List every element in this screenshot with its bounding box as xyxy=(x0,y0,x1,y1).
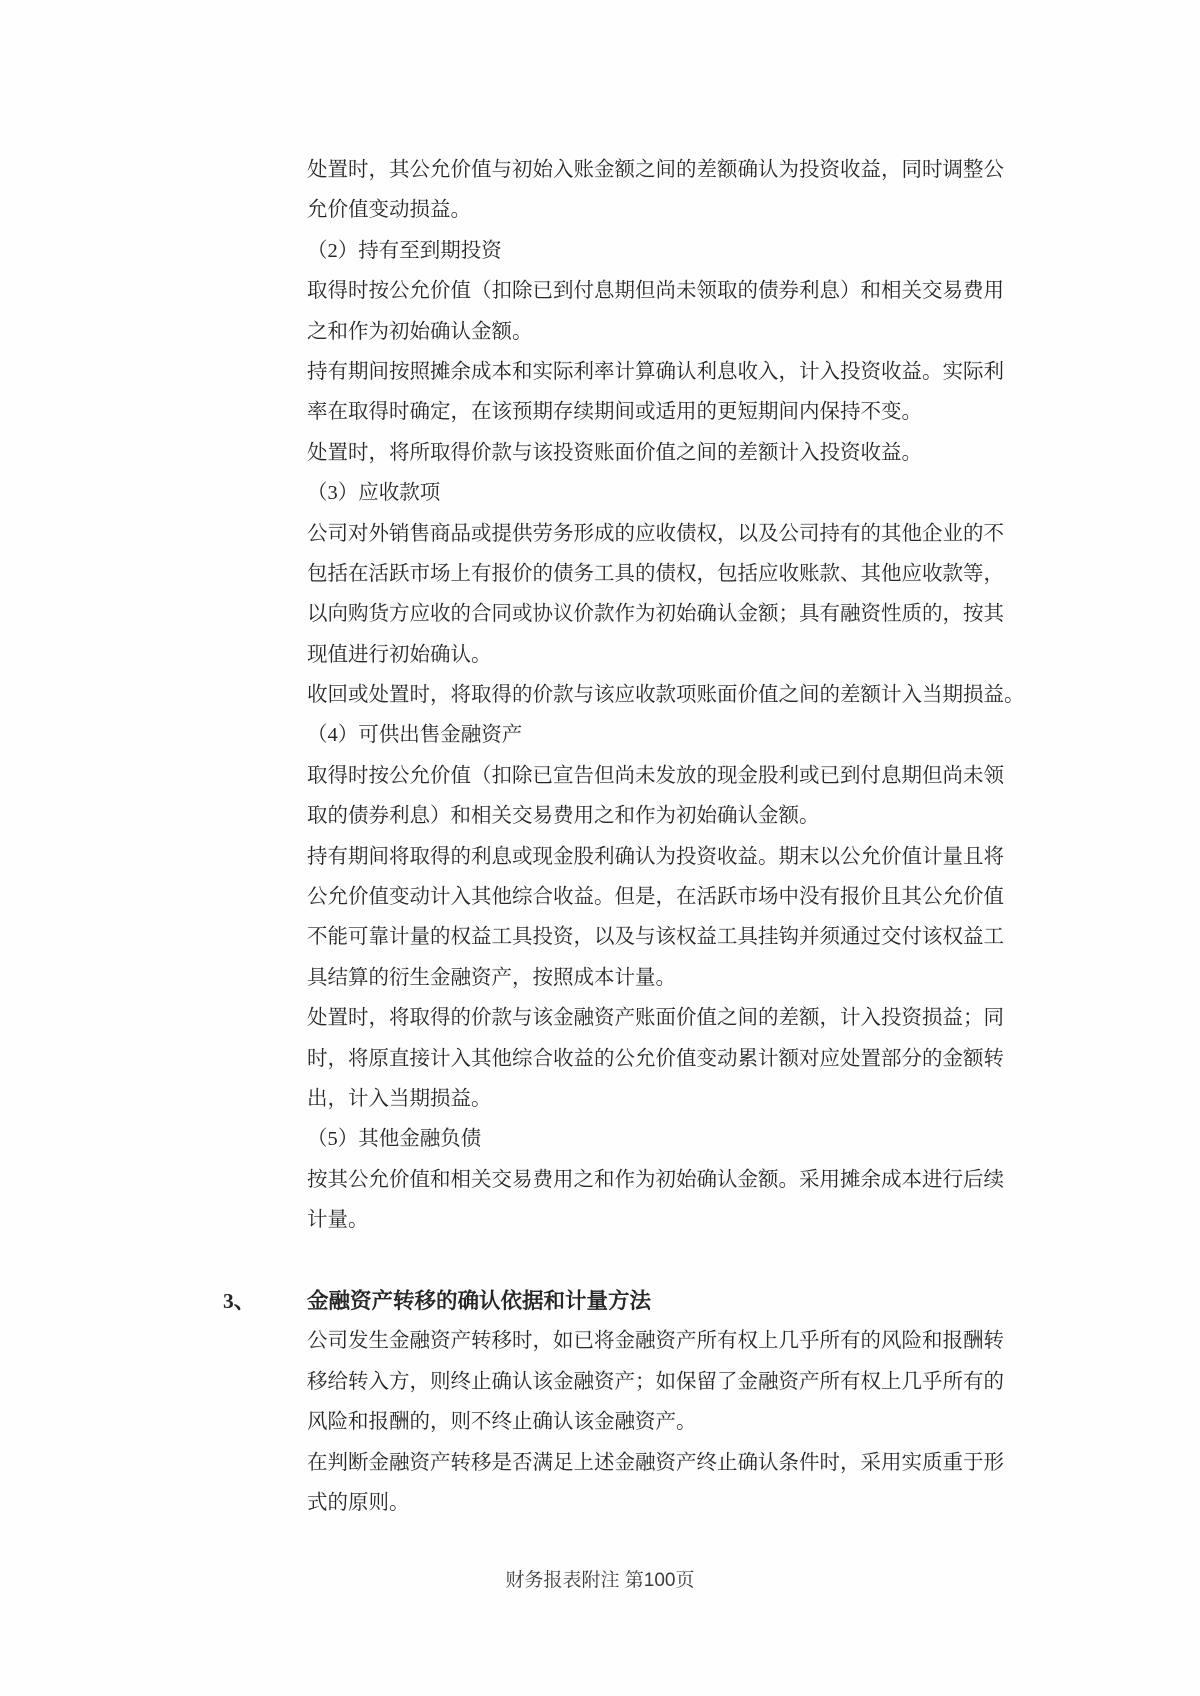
section-heading xyxy=(223,1281,1005,1321)
document-body xyxy=(223,150,1025,1523)
text-line: 计量。 xyxy=(307,1209,369,1232)
text-line: 按其公允价值和相关交易费用之和作为初始确认金额。采用摊余成本进行后续 xyxy=(307,1168,1004,1191)
text-line: 取的债券利息）和相关交易费用之和作为初始确认金额。 xyxy=(307,805,820,828)
text-line: 收回或处置时，将取得的价款与该应收款项账面价值之间的差额计入当期损益。 xyxy=(307,684,1025,707)
text-line: 风险和报酬的，则不终止确认该金融资产。 xyxy=(307,1411,697,1434)
text-line: 公司对外销售商品或提供劳务形成的应收债权，以及公司持有的其他企业的不 xyxy=(307,522,1004,545)
text-line: 移给转入方，则终止确认该金融资产；如保留了金融资产所有权上几乎所有的 xyxy=(307,1370,1004,1393)
sub-item-heading: （3）应收款项 xyxy=(307,482,441,505)
sub-item-heading: （5）其他金融负债 xyxy=(307,1128,482,1151)
text-line: 处置时，将取得的价款与该金融资产账面价值之间的差额，计入投资损益；同 xyxy=(307,1007,1004,1030)
text-line: 取得时按公允价值（扣除已宣告但尚未发放的现金股利或已到付息期但尚未领 xyxy=(307,764,1004,787)
text-line: 以向购货方应收的合同或协议价款作为初始确认金额；具有融资性质的，按其 xyxy=(307,603,1004,626)
text-line: 不能可靠计量的权益工具投资，以及与该权益工具挂钩并须通过交付该权益工 xyxy=(307,926,1004,949)
blank-line xyxy=(307,1241,1005,1281)
text-line: 在判断金融资产转移是否满足上述金融资产终止确认条件时，采用实质重于形 xyxy=(307,1451,1004,1474)
text-line: 持有期间按照摊余成本和实际利率计算确认利息收入，计入投资收益。实际利 xyxy=(307,360,1004,383)
section-title: 金融资产转移的确认依据和计量方法 xyxy=(307,1288,652,1313)
text-line: 公允价值变动计入其他综合收益。但是，在活跃市场中没有报价且其公允价值 xyxy=(307,886,1004,909)
text-line: 时，将原直接计入其他综合收益的公允价值变动累计额对应处置部分的金额转 xyxy=(307,1047,1004,1070)
text-line: 具结算的衍生金融资产，按照成本计量。 xyxy=(307,966,676,989)
text-line: 包括在活跃市场上有报价的债务工具的债权，包括应收账款、其他应收款等， xyxy=(307,562,1004,585)
section-number: 3、 xyxy=(223,1288,256,1313)
text-line: 取得时按公允价值（扣除已到付息期但尚未领取的债券利息）和相关交易费用 xyxy=(307,280,1004,303)
sub-item-heading: （2）持有至到期投资 xyxy=(307,239,502,262)
page-footer: 财务报表附注 第100页 xyxy=(505,1570,695,1591)
text-line: 持有期间将取得的利息或现金股利确认为投资收益。期末以公允价值计量且将 xyxy=(307,845,1004,868)
text-line: 处置时，将所取得价款与该投资账面价值之间的差额计入投资收益。 xyxy=(307,441,922,464)
text-line: 公司发生金融资产转移时，如已将金融资产所有权上几乎所有的风险和报酬转 xyxy=(307,1330,1004,1353)
text-line: 率在取得时确定，在该预期存续期间或适用的更短期间内保持不变。 xyxy=(307,401,922,424)
text-line: 式的原则。 xyxy=(307,1491,410,1514)
text-line: 现值进行初始确认。 xyxy=(307,643,492,666)
text-line: 处置时，其公允价值与初始入账金额之间的差额确认为投资收益，同时调整公 xyxy=(307,159,1004,181)
sub-item-heading: （4）可供出售金融资产 xyxy=(307,724,523,747)
text-line: 之和作为初始确认金额。 xyxy=(307,320,533,343)
text-line: 允价值变动损益。 xyxy=(307,199,471,222)
text-line: 出，计入当期损益。 xyxy=(307,1087,492,1110)
